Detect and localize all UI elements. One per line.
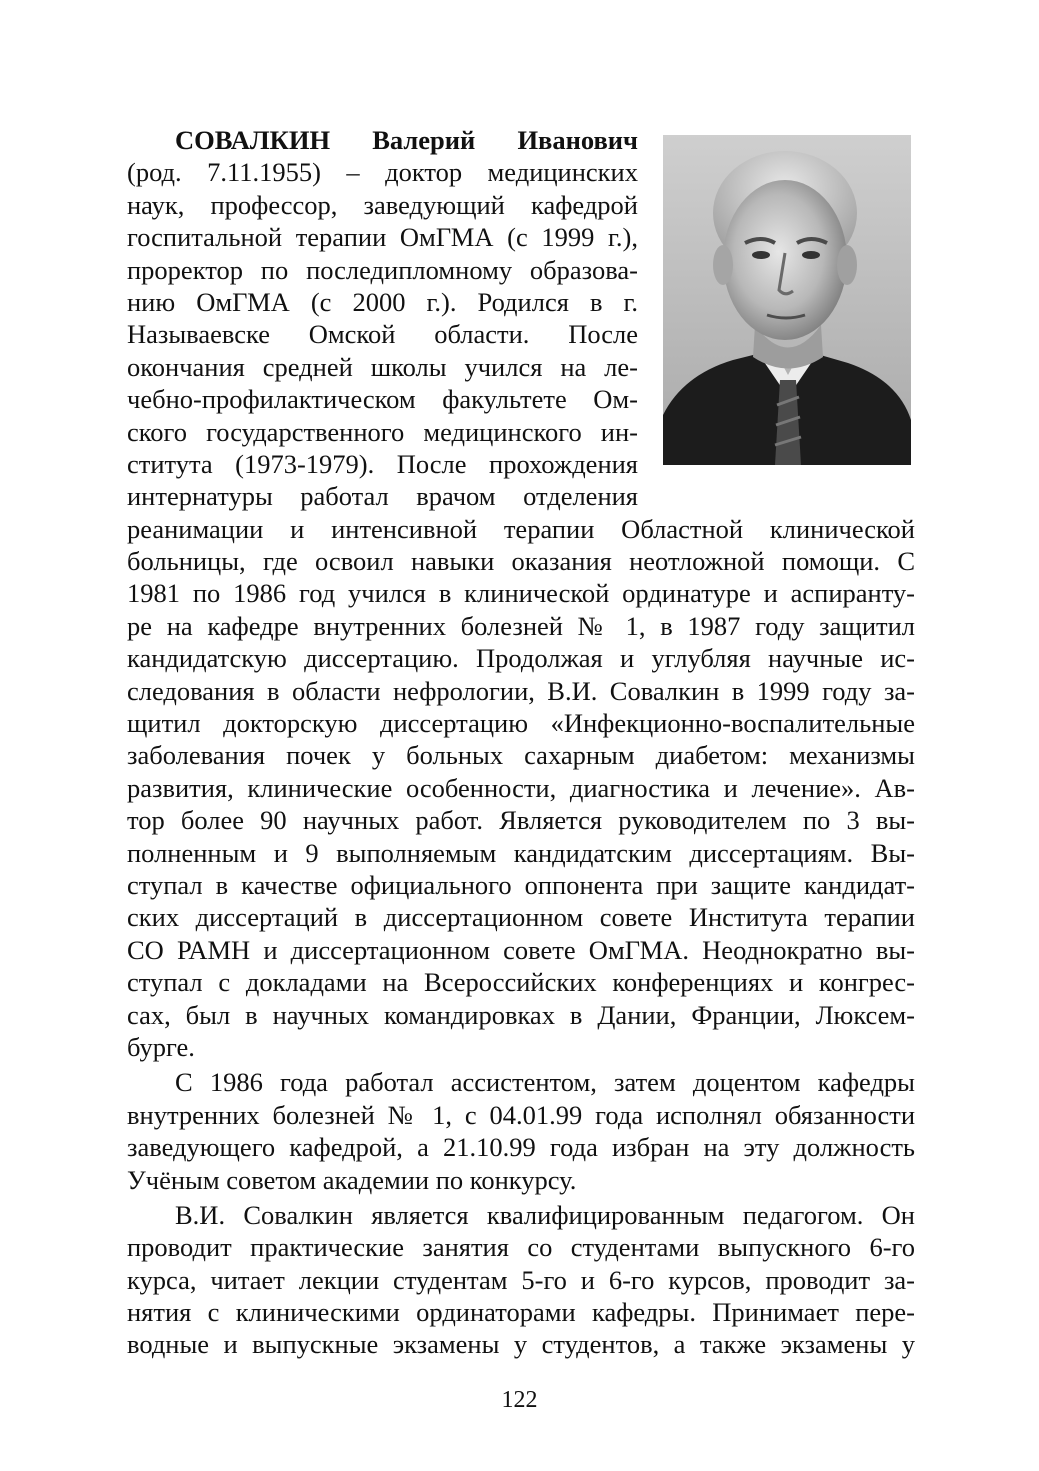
teaching-line: курса, читает лекции студентам 5-го и 6-го курсов, проводит за- xyxy=(127,1264,915,1295)
bio-line: наук, профессор, заведующий кафедрой xyxy=(127,189,638,220)
bio-line: ского государственного медицинского ин- xyxy=(127,416,638,447)
teaching-line: нятия с клиническими ординаторами кафедры. Принимает пере- xyxy=(127,1297,915,1328)
bio-line: развития, клинические особенности, диагностика и лечение». Ав- xyxy=(127,772,915,803)
career-line: заведующего кафедрой, а 21.10.99 года избран на эту должность xyxy=(127,1132,915,1163)
person-name: СОВАЛКИН Валерий Иванович xyxy=(175,125,638,155)
bio-line: кандидатскую диссертацию. Продолжая и углубляя научные ис- xyxy=(127,643,915,674)
bio-line: проректор по последипломному образова- xyxy=(127,254,638,285)
bio-line: сах, был в научных командировках в Дании, Франции, Люксем- xyxy=(127,999,915,1030)
bio-line: больницы, где освоил навыки оказания неотложной помощи. С xyxy=(127,546,915,577)
bio-line: ступал в качестве официального оппонента при защите кандидат- xyxy=(127,869,915,900)
bio-line: ских диссертаций в диссертационном совете Института терапии xyxy=(127,902,915,933)
bio-heading-line xyxy=(127,124,638,156)
bio-line: щитил докторскую диссертацию «Инфекционно-воспалительные xyxy=(127,708,915,739)
bio-line: СО РАМН и диссертационном совете ОмГМА. Неоднократно вы- xyxy=(127,934,915,965)
bio-line: нию ОмГМА (с 2000 г.). Родился в г. xyxy=(127,286,638,317)
bio-line: (род. 7.11.1955) – доктор медицинских xyxy=(127,157,638,188)
bio-line: полненным и 9 выполняемым кандидатским диссертациям. Вы- xyxy=(127,837,915,868)
bio-line: интернатуры работал врачом отделения xyxy=(127,481,638,512)
bio-line: госпитальной терапии ОмГМА (с 1999 г.), xyxy=(127,222,638,253)
page-number: 122 xyxy=(501,1387,538,1413)
bio-line: реанимации и интенсивной терапии Областной клинической xyxy=(127,513,915,544)
bio-line: чебно-профилактическом факультете Ом- xyxy=(127,384,638,415)
career-line: Учёным советом академии по конкурсу. xyxy=(127,1164,577,1195)
bio-line: ступал с докладами на Всероссийских конференциях и конгрес- xyxy=(127,967,915,998)
bio-line: заболевания почек у больных сахарным диабетом: механизмы xyxy=(127,740,915,771)
bio-line: окончания средней школы учился на ле- xyxy=(127,351,638,382)
bio-line: следования в области нефрологии, В.И. Совалкин в 1999 году за- xyxy=(127,675,915,706)
bio-line: тор более 90 научных работ. Является руководителем по 3 вы- xyxy=(127,805,915,836)
career-line: С 1986 года работал ассистентом, затем доцентом кафедры xyxy=(175,1067,915,1098)
teaching-line: В.И. Совалкин является квалифицированным педагогом. Он xyxy=(175,1199,915,1230)
teaching-line: водные и выпускные экзамены у студентов, а также экзамены у xyxy=(127,1329,915,1360)
teaching-line: проводит практические занятия со студентами выпускного 6-го xyxy=(127,1232,915,1263)
bio-line: Называевске Омской области. После xyxy=(127,319,638,350)
biography-text xyxy=(127,124,915,1361)
bio-line: ре на кафедре внутренних болезней № 1, в 1987 году защитил xyxy=(127,610,915,641)
bio-line: ститута (1973-1979). После прохождения xyxy=(127,448,638,479)
bio-line: бурге. xyxy=(127,1031,195,1062)
bio-line: 1981 по 1986 год учился в клинической ординатуре и аспиранту- xyxy=(127,578,915,609)
career-line: внутренних болезней № 1, с 04.01.99 года исполнял обязанности xyxy=(127,1099,915,1130)
